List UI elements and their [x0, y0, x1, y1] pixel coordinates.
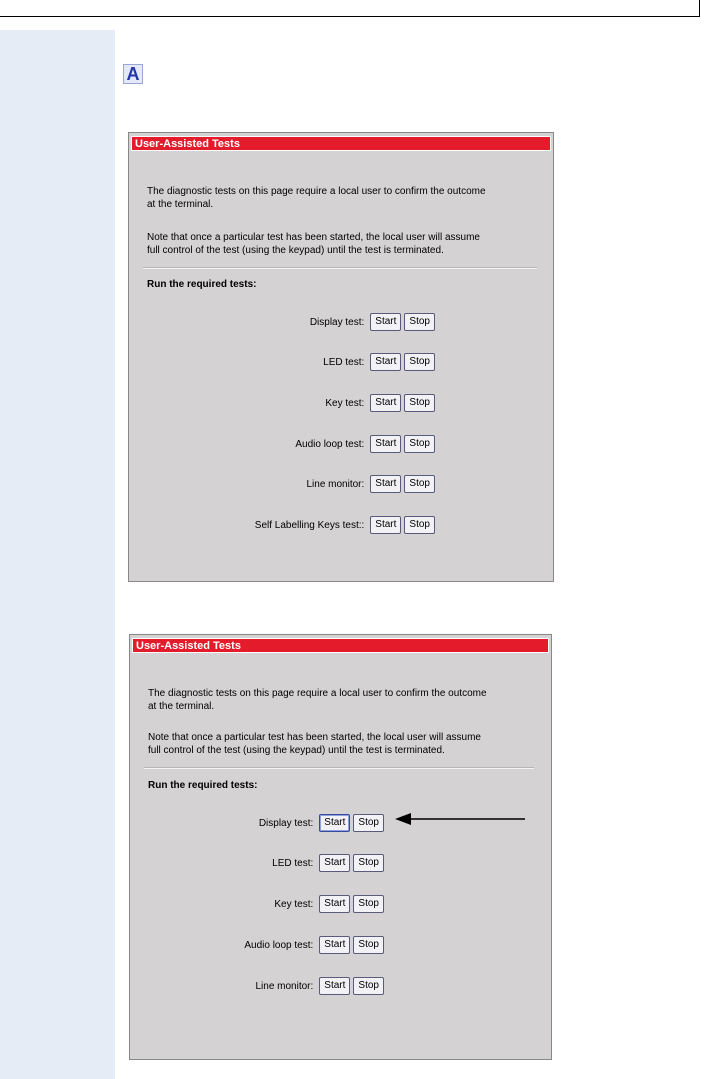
user-assisted-tests-panel-2 [129, 634, 552, 1060]
user-assisted-tests-panel-1 [128, 132, 554, 582]
test-label: LED test: [323, 356, 365, 368]
key-test-stop-button[interactable]: Stop [353, 895, 384, 913]
admin-section-icon: A [123, 64, 143, 84]
test-label: Self Labelling Keys test:: [254, 519, 365, 531]
line-monitor-start-button[interactable]: Start [370, 475, 401, 493]
panel-title: User-Assisted Tests [132, 638, 549, 653]
test-label: Display test: [258, 817, 314, 829]
self-labelling-keys-test-start-button[interactable]: Start [370, 516, 401, 534]
description-paragraph-1 [148, 687, 548, 713]
audio-loop-test-start-button[interactable]: Start [370, 435, 401, 453]
description-line: at the terminal. [147, 199, 214, 210]
top-tick [699, 0, 700, 17]
display-test-start-button[interactable]: Start [319, 814, 350, 832]
test-row-self-labelling-keys [255, 516, 435, 534]
test-row-audio-loop [244, 936, 384, 954]
test-label: LED test: [272, 857, 314, 869]
display-test-start-button[interactable]: Start [370, 313, 401, 331]
left-margin-band [0, 30, 115, 1079]
test-label: Audio loop test: [295, 438, 365, 450]
divider [143, 267, 537, 269]
line-monitor-stop-button[interactable]: Stop [404, 475, 435, 493]
test-row-key [274, 895, 384, 913]
audio-loop-test-start-button[interactable]: Start [319, 936, 350, 954]
description-line: The diagnostic tests on this page require a local user to confirm the outcome [148, 688, 487, 699]
test-label: Key test: [325, 397, 365, 409]
description-line: Note that once a particular test has been started, the local user will assume [148, 732, 481, 743]
test-row-line-monitor [306, 475, 435, 493]
test-row-audio-loop [295, 435, 435, 453]
description-line: Note that once a particular test has been started, the local user will assume [147, 232, 480, 243]
key-test-start-button[interactable]: Start [319, 895, 350, 913]
run-tests-label: Run the required tests: [147, 279, 257, 290]
test-label: Line monitor: [306, 478, 365, 490]
key-test-stop-button[interactable]: Stop [404, 394, 435, 412]
led-test-start-button[interactable]: Start [319, 854, 350, 872]
key-test-start-button[interactable]: Start [370, 394, 401, 412]
led-test-stop-button[interactable]: Stop [404, 353, 435, 371]
test-label: Key test: [274, 898, 314, 910]
top-rule [0, 16, 700, 17]
led-test-start-button[interactable]: Start [370, 353, 401, 371]
description-line: full control of the test (using the keypad) until the test is terminated. [148, 745, 445, 756]
description-line: full control of the test (using the keypad) until the test is terminated. [147, 245, 444, 256]
description-paragraph-2 [148, 731, 548, 757]
description-paragraph-1 [147, 185, 547, 211]
description-line: The diagnostic tests on this page require a local user to confirm the outcome [147, 186, 486, 197]
test-row-line-monitor [255, 977, 384, 995]
test-label: Line monitor: [255, 980, 314, 992]
test-row-led [323, 353, 435, 371]
test-row-display [310, 313, 435, 331]
self-labelling-keys-test-stop-button[interactable]: Stop [404, 516, 435, 534]
test-row-key [325, 394, 435, 412]
line-monitor-stop-button[interactable]: Stop [353, 977, 384, 995]
divider [144, 767, 534, 769]
led-test-stop-button[interactable]: Stop [353, 854, 384, 872]
pointer-arrow-icon [395, 812, 525, 826]
panel-title: User-Assisted Tests [131, 136, 551, 151]
test-label: Audio loop test: [244, 939, 314, 951]
description-line: at the terminal. [148, 701, 215, 712]
display-test-stop-button[interactable]: Stop [404, 313, 435, 331]
run-tests-label: Run the required tests: [148, 780, 258, 791]
test-label: Display test: [309, 316, 365, 328]
test-row-display [259, 814, 384, 832]
line-monitor-start-button[interactable]: Start [319, 977, 350, 995]
audio-loop-test-stop-button[interactable]: Stop [353, 936, 384, 954]
audio-loop-test-stop-button[interactable]: Stop [404, 435, 435, 453]
display-test-stop-button[interactable]: Stop [353, 814, 384, 832]
test-row-led [272, 854, 384, 872]
description-paragraph-2 [147, 231, 547, 257]
